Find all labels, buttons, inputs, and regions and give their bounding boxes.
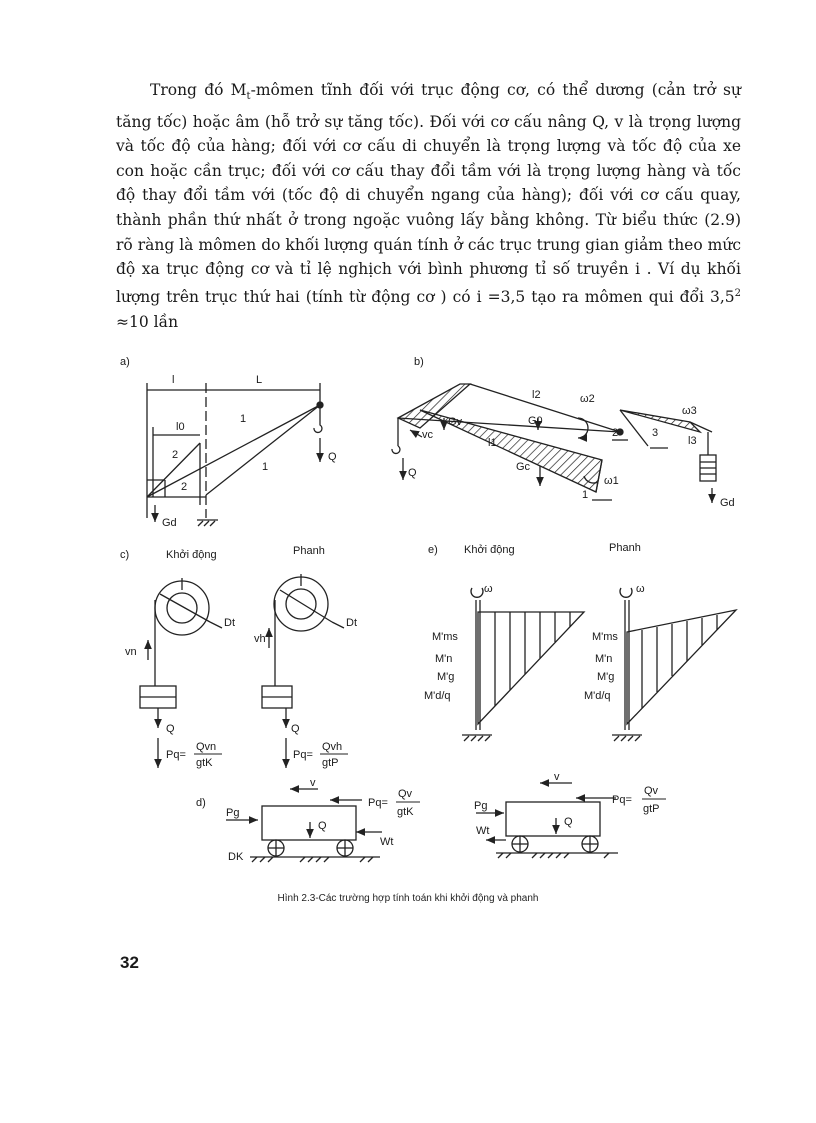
fig-b-Q: Q: [408, 467, 417, 479]
fig-c-vh: vh: [254, 633, 266, 645]
fig-a-l0: l0: [176, 421, 185, 433]
fig-d-pq2-num: Qv: [644, 785, 659, 797]
fig-a-2a: 2: [172, 449, 179, 461]
fig-a-L: L: [256, 374, 263, 386]
fig-d-tag: d): [196, 797, 206, 809]
fig-d-pq1-den: gtK: [397, 806, 414, 818]
para-text-start: Trong đó M: [150, 81, 247, 99]
fig-e-l2-1: M'n: [595, 653, 613, 665]
fig-d-pq2-lhs: Pq=: [612, 794, 632, 806]
fig-b-tag: b): [414, 356, 424, 368]
fig-c-start: Khởi động: [166, 549, 217, 561]
fig-b-w3: ω3: [682, 405, 697, 417]
fig-b-Gd: Gd: [720, 497, 735, 509]
fig-a-tag: a): [120, 356, 130, 368]
fig-d-wt2: Wt: [476, 825, 490, 837]
fig-d-Q1: Q: [318, 820, 327, 832]
fig-b-2: 2: [612, 427, 619, 439]
fig-c-pq2-den: gtP: [322, 757, 339, 769]
para-text-end: ≈10 lần: [116, 312, 179, 331]
fig-c-Q1: Q: [166, 723, 175, 735]
fig-b-G0: G0: [528, 415, 543, 427]
fig-a-Gd: Gd: [162, 517, 177, 529]
fig-c-pq2-num: Qvh: [322, 741, 343, 753]
fig-d-v2: v: [554, 771, 560, 783]
fig-d-Q2: Q: [564, 816, 573, 828]
fig-c-pq2-lhs: Pq=: [293, 749, 313, 761]
fig-d-pq2-den: gtP: [643, 803, 660, 815]
fig-c-vn: vn: [125, 646, 137, 658]
fig-c-Dt2: Dt: [346, 617, 357, 629]
fig-e-l1-0: M'ms: [432, 631, 458, 643]
fig-d-pq1-lhs: Pq=: [368, 797, 388, 809]
fig-c-Dt1: Dt: [224, 617, 235, 629]
fig-c-pq1-num: Qvn: [196, 741, 217, 753]
fig-e-l1-3: M'd/q: [424, 690, 451, 702]
fig-b-l3: l3: [688, 435, 697, 447]
fig-c-pq1-den: gtK: [196, 757, 213, 769]
fig-b-w1: ω1: [604, 475, 619, 487]
diagram-b: [392, 384, 716, 503]
fig-d-DK: DK: [228, 851, 244, 863]
figure-caption: Hình 2.3-Các trường hợp tính toán khi khởi động và phanh: [277, 893, 539, 904]
fig-b-1: 1: [582, 489, 589, 501]
fig-e-tag: e): [428, 544, 438, 556]
fig-c-tag: c): [120, 549, 130, 561]
fig-e-l1-1: M'n: [435, 653, 453, 665]
para-superscript: 2: [734, 287, 741, 299]
fig-e-start: Khởi động: [464, 544, 515, 556]
page-number: 32: [120, 953, 139, 972]
fig-d-pq1-num: Qv: [398, 788, 413, 800]
fig-b-vc: vc: [422, 429, 433, 441]
para-text-body: -mômen tĩnh đối với trục động cơ, có thể dương (cản trở sự tăng tốc) hoặc âm (hỗ trở sự tăng tốc). Đối với cơ cấu nâng Q, v là trọng lượng và tốc độ của hàng; đối với cơ cấu di chuyển là trọng lượng và tốc độ của xe con hoặc cần trục; đối với cơ cấu thay đổi tầm với là trọng lượng hàng và tốc độ thay đổi tầm với (tốc độ di chuyển ngang của hàng); đối với cơ cấu quay, thành phần thứ nhất ở trong ngoặc vuông lấy bằng không. Từ biểu thức (2.9) rõ ràng là mômen do khối lượng quán tính ở các trục trung gian giảm theo mức độ xa trục động cơ và tỉ lệ nghịch với bình phương tỉ số truyền i . Ví dụ khối lượng trên trục thứ hai (tính từ động cơ ) có i =3,5 tạo ra mômen qui đổi 3,5: [116, 81, 741, 306]
fig-b-Gv: Gv: [448, 416, 463, 428]
fig-c-brake: Phanh: [293, 545, 325, 557]
fig-e-l1-2: M'g: [437, 671, 455, 683]
fig-e-omega2: ω: [636, 583, 645, 595]
fig-b-3: 3: [652, 427, 659, 439]
fig-b-w2: ω2: [580, 393, 595, 405]
fig-e-l2-3: M'd/q: [584, 690, 611, 702]
fig-c-Q2: Q: [291, 723, 300, 735]
para-subscript: t: [246, 91, 251, 103]
fig-e-l2-2: M'g: [597, 671, 615, 683]
fig-e-brake: Phanh: [609, 542, 641, 554]
diagram-d: [226, 783, 618, 862]
fig-c-pq1-lhs: Pq=: [166, 749, 186, 761]
fig-a-1a: 1: [240, 413, 247, 425]
fig-b-l2: l2: [532, 389, 541, 401]
fig-e-l2-0: M'ms: [592, 631, 618, 643]
fig-d-pg2: Pg: [474, 800, 488, 812]
fig-a-Q: Q: [328, 451, 337, 463]
fig-b-l1: l1: [488, 437, 497, 449]
fig-a-1b: 1: [262, 461, 269, 473]
fig-d-v1: v: [310, 777, 316, 789]
fig-a-2b: 2: [181, 481, 188, 493]
fig-b-Gc: Gc: [516, 461, 531, 473]
fig-d-wt1: Wt: [380, 836, 394, 848]
fig-a-l: l: [172, 374, 175, 386]
fig-d-pg1: Pg: [226, 807, 240, 819]
fig-e-omega1: ω: [484, 583, 493, 595]
diagram-c: [140, 574, 344, 768]
